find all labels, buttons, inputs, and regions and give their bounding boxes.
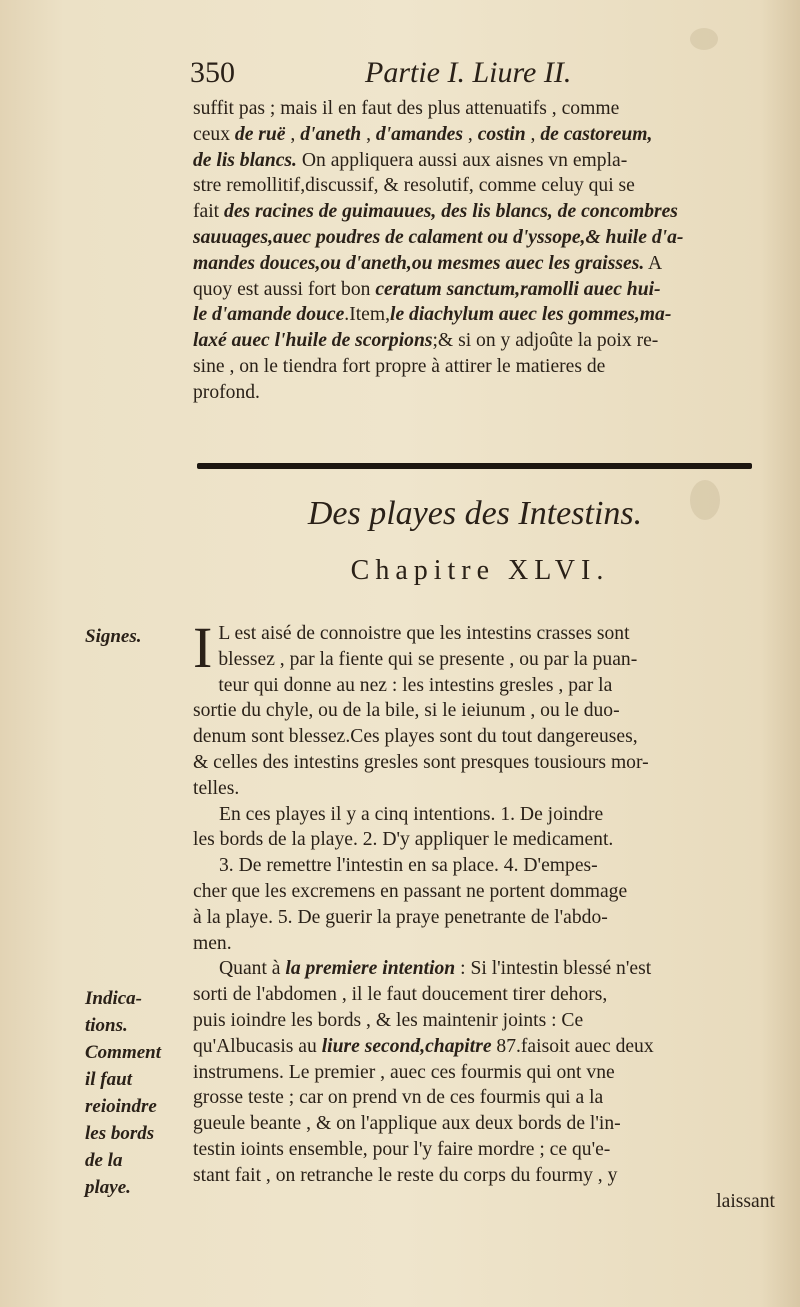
text-run: Quant à [219,958,286,980]
text-line [193,931,775,957]
text-line [193,853,775,879]
text-run: blessez , par la fiente qui se presente , ou par la puan- [218,648,638,670]
main-text [193,615,775,1214]
margin-note-indications [85,985,161,1201]
margin-note-line: Comment [85,1042,162,1063]
text-run: grosse teste ; car on prend vn de ces fourmis qui a la [193,1087,604,1109]
italic-text: d'aneth [300,123,362,145]
text-line [193,148,775,174]
italic-text: liure second,chapitre [321,1035,492,1057]
dropcap-initial: I [193,615,213,680]
page-header [190,56,780,96]
text-line [193,251,775,277]
text-line [193,173,775,199]
text-run: quoy est aussi fort bon [193,278,376,300]
text-run: gueule beante , & on l'applique aux deux bords de l'in- [193,1113,621,1135]
text-line [193,776,775,802]
text-run: ;& si on y adjoûte la poix re- [432,330,659,352]
text-line [193,380,775,406]
text-run: profond. [193,381,260,403]
margin-note-signes: Signes. [85,626,142,647]
text-run: , [463,123,478,145]
text-run: instrumens. Le premier , auec ces fourmis qui ont vne [193,1061,615,1083]
text-run: les bords de la playe. 2. D'y appliquer le medicament. [193,829,614,851]
margin-note-line: Indica- [85,988,142,1009]
text-line [193,1137,775,1163]
text-line [193,199,775,225]
text-line [193,750,775,776]
text-run: fait [193,201,225,223]
text-line [193,225,775,251]
text-run: denum sont blessez.Ces playes sont du tout dangereuses, [193,726,638,748]
section-divider-rule [197,463,752,469]
text-line [218,621,775,647]
text-run: stant fait , on retranche le reste du corps du fourmy , y [193,1164,618,1186]
italic-text: le d'amande douce [193,304,345,326]
text-run: : Si l'intestin blessé n'est [455,958,652,980]
text-line [193,982,775,1008]
text-run: telles. [193,777,240,799]
italic-text: de lis blancs. [193,149,297,171]
text-line [193,1085,775,1111]
text-run: qu'Albucasis au [193,1035,322,1057]
text-line [193,354,775,380]
margin-note-line: de la [85,1150,123,1171]
text-run: On appliquera aussi aux aisnes vn empla- [296,149,628,171]
italic-text: de castoreum, [540,123,653,145]
italic-text: des racines de guimauues, des lis blancs, de concombres [224,201,678,223]
text-line [193,698,775,724]
text-line [193,1163,775,1189]
text-line [218,647,775,673]
italic-text: de ruë [234,123,286,145]
italic-text: costin [477,123,526,145]
text-line [193,802,775,828]
text-line [193,96,775,122]
margin-note-line: il faut [85,1069,132,1090]
margin-note-line: les bords [85,1123,155,1144]
text-run: teur qui donne au nez : les intestins gresles , par la [218,674,613,696]
text-run: sortie du chyle, ou de la bile, si le ieiunum , ou le duo- [193,700,620,722]
text-line [193,277,775,303]
italic-text: ceratum sanctum,ramolli auec hui- [375,278,661,300]
text-run: stre remollitif,discussif, & resolutif, comme celuy qui se [193,175,635,197]
text-run: , [285,123,301,145]
text-line [193,724,775,750]
text-line [193,1008,775,1034]
text-run: men. [193,932,232,954]
text-line [193,328,775,354]
text-line [193,956,775,982]
text-line [193,1060,775,1086]
page-stain [690,28,718,50]
catchword: laissant [716,1190,775,1212]
text-run: sorti de l'abdomen , il le faut doucement tirer dehors, [193,984,608,1006]
top-paragraph [193,96,775,406]
text-line [193,827,775,853]
italic-text: la premiere intention [285,958,456,980]
text-run: , [525,123,541,145]
section-title: Des playes des Intestins. [307,495,643,532]
text-run: sine , on le tiendra fort propre à attirer le matieres de [193,355,606,377]
paragraph-first-intention [193,956,775,1188]
text-line [218,673,775,699]
text-run: En ces playes il y a cinq intentions. 1. De joindre [219,803,604,825]
text-run: à la playe. 5. De guerir la praye penetrante de l'abdo- [193,906,608,928]
margin-note-line: tions. [85,1015,128,1036]
italic-text: sauuages,auec poudres de calament ou d'yssope,& huile d'a- [193,226,684,248]
margin-note-line: reioindre [85,1096,157,1117]
text-run: 87.faisoit auec deux [491,1035,654,1057]
text-line [193,1111,775,1137]
paragraph-intentions [193,802,775,957]
paragraph-signs [193,615,775,802]
text-run: testin ioints ensemble, pour l'y faire mordre ; ce qu'e- [193,1138,611,1160]
running-title: Partie I. Liure II. [365,56,572,89]
text-line [193,122,775,148]
text-line [193,905,775,931]
text-run: L est aisé de connoistre que les intestins crasses sont [218,623,630,644]
text-run: .Item, [344,304,390,326]
page-number: 350 [190,56,235,89]
chapter-heading: Chapitre XLVI. [350,555,610,586]
text-line [193,1034,775,1060]
text-run: , [361,123,376,145]
text-run: 3. De remettre l'intestin en sa place. 4. D'empes- [219,855,598,877]
italic-text: mandes douces,ou d'aneth,ou mesmes auec les graisses. [193,252,645,274]
text-run: cher que les excremens en passant ne portent dommage [193,880,628,902]
text-run: suffit pas ; mais il en faut des plus attenuatifs , comme [193,98,620,119]
text-run: A [644,252,663,274]
italic-text: laxé auec l'huile de scorpions [193,330,433,352]
text-line [193,879,775,905]
text-line [193,302,775,328]
italic-text: d'amandes [375,123,463,145]
text-run: & celles des intestins gresles sont presques tousiours mor- [193,751,649,773]
margin-note-line: playe. [85,1177,131,1198]
italic-text: le diachylum auec les gommes,ma- [390,304,672,326]
text-run: ceux [193,123,235,145]
text-run: puis ioindre les bords , & les maintenir joints : Ce [193,1009,584,1031]
